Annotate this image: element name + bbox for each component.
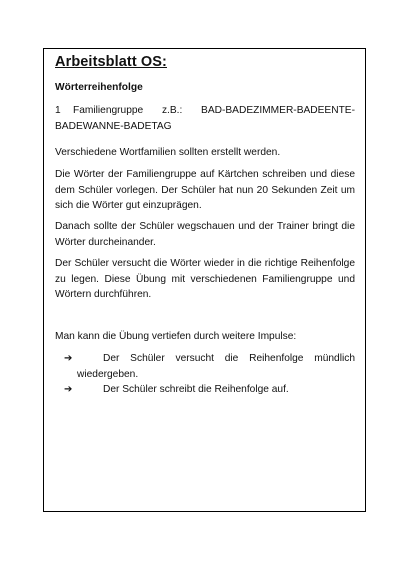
paragraph-word-families: Verschiedene Wortfamilien sollten erstellt werden. <box>55 147 281 158</box>
example-number: 1 <box>55 105 61 116</box>
list-item-text: Der Schüler versucht die Reihenfolge mündlich wiedergeben. <box>77 353 355 380</box>
worksheet-frame <box>43 48 366 512</box>
worksheet-subtitle: Wörterreihenfolge <box>55 82 143 93</box>
list-item <box>55 382 355 398</box>
paragraph-order: Der Schüler versucht die Wörter wieder in die richtige Reihenfolge zu legen. Diese Übung mit verschiedenen Familiengruppe und Wörtern durchführen. <box>55 258 355 300</box>
worksheet-title: Arbeitsblatt OS: <box>55 54 167 70</box>
paragraph-cards: Die Wörter der Familiengruppe auf Kärtchen schreiben und diese dem Schüler vorlegen. Der Schüler hat nun 20 Sekunden Zeit um sich die Wörter gut einzuprägen. <box>55 169 355 211</box>
paragraph-impulses: Man kann die Übung vertiefen durch weitere Impulse: <box>55 331 297 342</box>
list-item-text: Der Schüler schreibt die Reihenfolge auf. <box>103 384 289 395</box>
impulse-list <box>55 351 355 398</box>
arrow-right-icon: ➔ <box>64 384 73 395</box>
paragraph-mix: Danach sollte der Schüler wegschauen und der Trainer bringt die Wörter durcheinander. <box>55 221 355 248</box>
example-text: Familiengruppe z.B.: BAD-BADEZIMMER-BADEENTE-BADEWANNE-BADETAG <box>55 105 355 132</box>
list-item <box>55 351 355 382</box>
arrow-right-icon: ➔ <box>64 353 73 364</box>
example-paragraph <box>55 103 355 134</box>
